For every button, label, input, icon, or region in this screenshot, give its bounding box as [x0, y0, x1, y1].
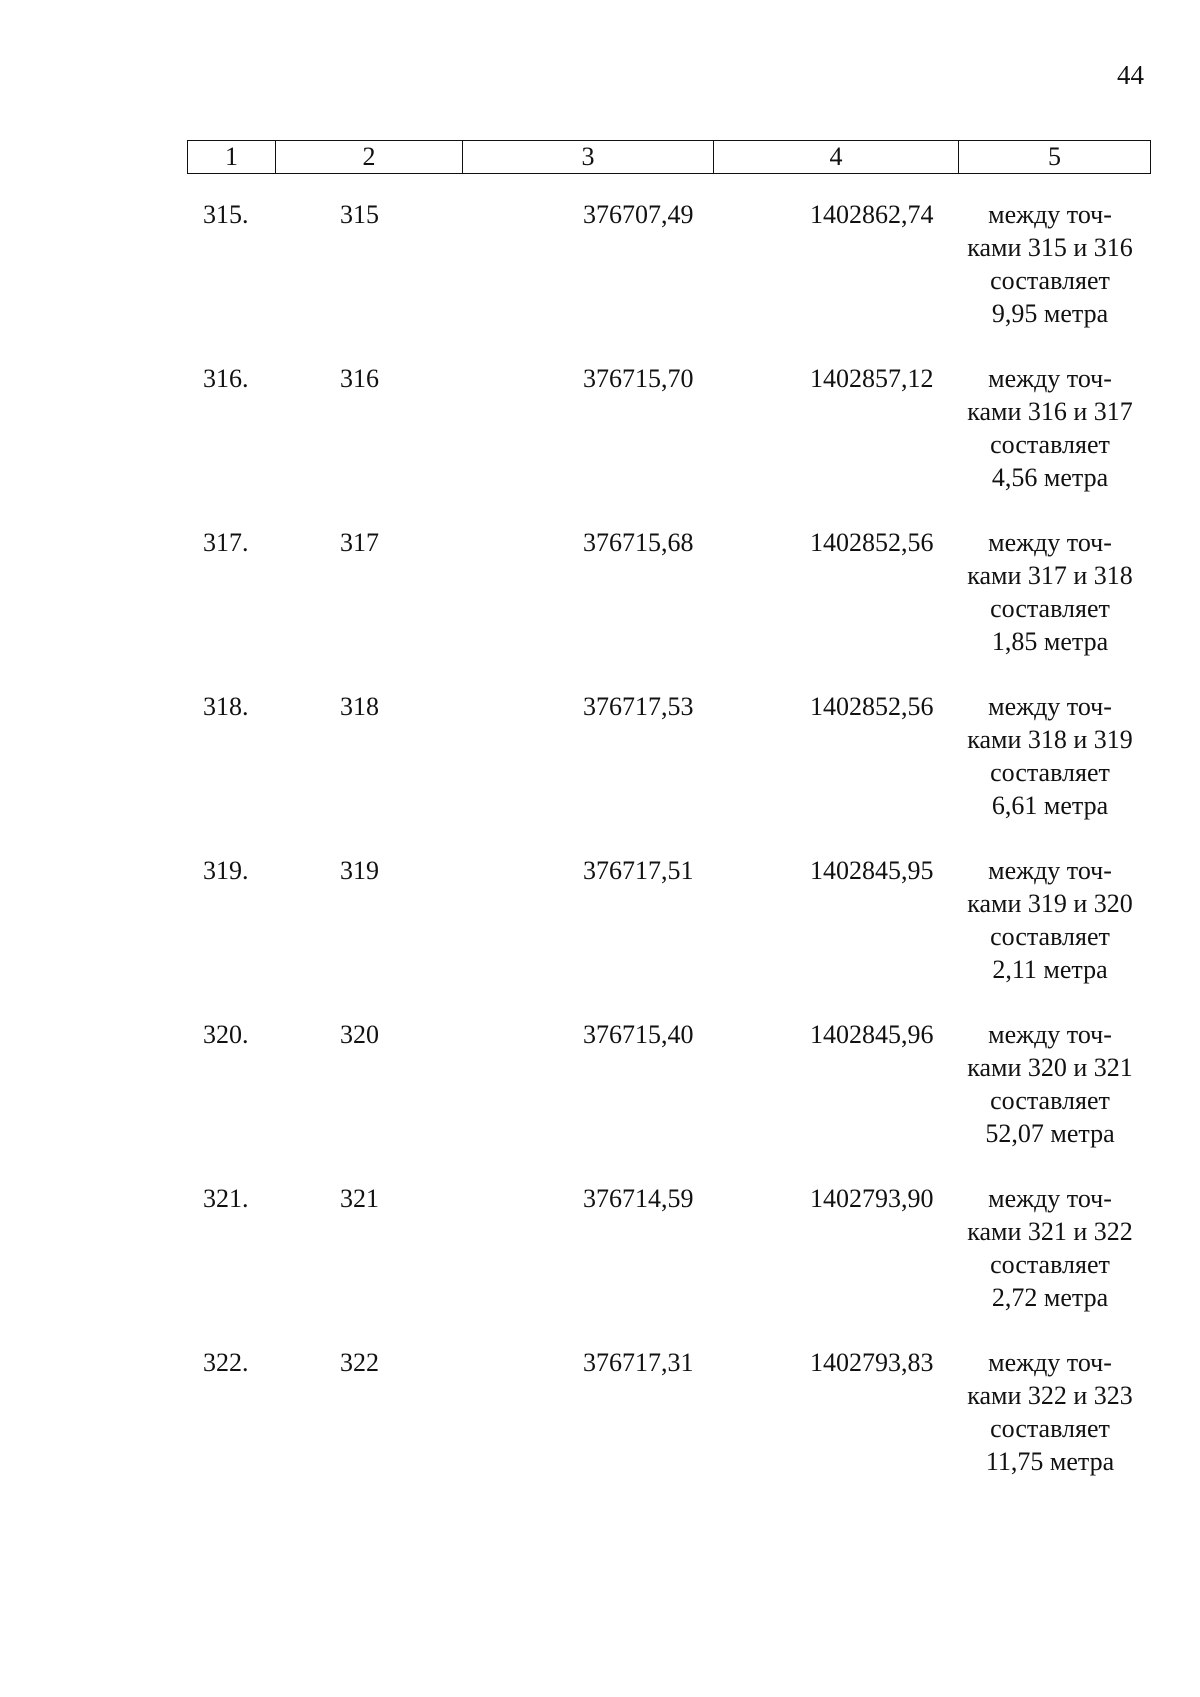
coord-y: 1402852,56	[810, 528, 934, 557]
coord-y: 1402852,56	[810, 692, 934, 721]
desc-line: 52,07 метра	[985, 1119, 1115, 1148]
desc-line: 6,61 метра	[991, 791, 1109, 820]
table-row: 319. 319 376717,51 1402845,95 между точ- ками 319 и 320 составляет 2,11 метра	[0, 854, 1200, 1018]
point-id: 321	[340, 1184, 379, 1213]
desc-line: ками 318 и 319	[967, 725, 1133, 754]
table-body	[0, 198, 1200, 1510]
coord-y: 1402793,83	[810, 1348, 934, 1377]
desc-line: 1,85 метра	[991, 627, 1109, 656]
header-col-3: 3	[463, 141, 714, 173]
row-number: 321.	[203, 1184, 249, 1213]
desc-line: составляет	[990, 594, 1110, 623]
row-number: 315.	[203, 200, 249, 229]
desc-line: ками 316 и 317	[967, 397, 1133, 426]
desc-line: составляет	[990, 266, 1110, 295]
row-number: 319.	[203, 856, 249, 885]
desc-line: между точ-	[988, 528, 1112, 557]
coord-y: 1402845,96	[810, 1020, 934, 1049]
desc-line: составляет	[990, 1086, 1110, 1115]
desc-line: между точ-	[988, 692, 1112, 721]
desc-line: 9,95 метра	[991, 299, 1109, 328]
desc-line: между точ-	[988, 1184, 1112, 1213]
desc-line: 2,11 метра	[992, 955, 1108, 984]
coord-y: 1402857,12	[810, 364, 934, 393]
desc-line: 4,56 метра	[991, 463, 1109, 492]
point-id: 317	[340, 528, 379, 557]
desc-line: между точ-	[988, 1348, 1112, 1377]
row-number: 320.	[203, 1020, 249, 1049]
desc-line: ками 319 и 320	[967, 889, 1133, 918]
desc-line: составляет	[990, 922, 1110, 951]
point-id: 322	[340, 1348, 379, 1377]
table-row: 315. 315 376707,49 1402862,74 между точ- ками 315 и 316 составляет 9,95 метра	[0, 198, 1200, 362]
distance-description	[955, 854, 1145, 986]
header-col-2: 2	[276, 141, 463, 173]
page-number: 44	[1117, 60, 1144, 90]
desc-line: ками 320 и 321	[967, 1053, 1133, 1082]
point-id: 319	[340, 856, 379, 885]
table-row: 316. 316 376715,70 1402857,12 между точ- ками 316 и 317 составляет 4,56 метра	[0, 362, 1200, 526]
header-col-5: 5	[1048, 142, 1061, 171]
row-number: 322.	[203, 1348, 249, 1377]
point-id: 316	[340, 364, 379, 393]
coord-y: 1402793,90	[810, 1184, 934, 1213]
distance-description	[955, 362, 1145, 494]
table-row: 317. 317 376715,68 1402852,56 между точ- ками 317 и 318 составляет 1,85 метра	[0, 526, 1200, 690]
desc-line: составляет	[990, 1250, 1110, 1279]
desc-line: между точ-	[988, 1020, 1112, 1049]
coord-y: 1402845,95	[810, 856, 934, 885]
desc-line: составляет	[990, 1414, 1110, 1443]
row-number: 317.	[203, 528, 249, 557]
table-header	[187, 140, 1151, 174]
desc-line: ками 322 и 323	[967, 1381, 1133, 1410]
desc-line: ками 317 и 318	[967, 561, 1133, 590]
distance-description	[955, 526, 1145, 658]
table-row: 318. 318 376717,53 1402852,56 между точ- ками 318 и 319 составляет 6,61 метра	[0, 690, 1200, 854]
row-number: 316.	[203, 364, 249, 393]
table-row: 322. 322 376717,31 1402793,83 между точ- ками 322 и 323 составляет 11,75 метра	[0, 1346, 1200, 1510]
desc-line: между точ-	[988, 856, 1112, 885]
point-id: 315	[340, 200, 379, 229]
distance-description	[955, 1018, 1145, 1150]
desc-line: составляет	[990, 430, 1110, 459]
distance-description	[955, 198, 1145, 330]
desc-line: между точ-	[988, 364, 1112, 393]
desc-line: ками 321 и 322	[967, 1217, 1133, 1246]
desc-line: составляет	[990, 758, 1110, 787]
desc-line: ками 315 и 316	[967, 233, 1133, 262]
row-number: 318.	[203, 692, 249, 721]
header-col-4: 4	[714, 141, 959, 173]
distance-description	[955, 1182, 1145, 1314]
distance-description	[955, 1346, 1145, 1478]
desc-line: между точ-	[988, 200, 1112, 229]
desc-line: 11,75 метра	[985, 1447, 1115, 1476]
point-id: 320	[340, 1020, 379, 1049]
table-row: 321. 321 376714,59 1402793,90 между точ- ками 321 и 322 составляет 2,72 метра	[0, 1182, 1200, 1346]
table-row: 320. 320 376715,40 1402845,96 между точ- ками 320 и 321 составляет 52,07 метра	[0, 1018, 1200, 1182]
distance-description	[955, 690, 1145, 822]
coord-y: 1402862,74	[810, 200, 934, 229]
point-id: 318	[340, 692, 379, 721]
header-col-1: 1	[188, 141, 276, 173]
desc-line: 2,72 метра	[991, 1283, 1109, 1312]
